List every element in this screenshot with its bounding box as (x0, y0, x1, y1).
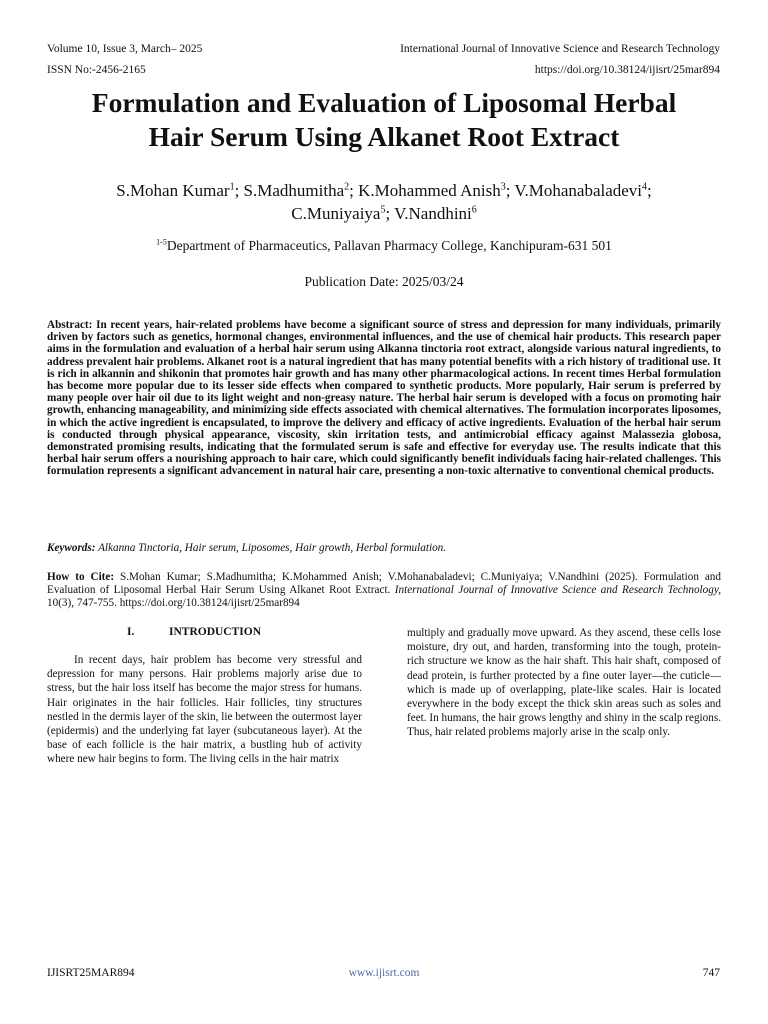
author-list (40, 179, 728, 225)
how-to-cite (47, 571, 721, 610)
publication-date: Publication Date: 2025/03/24 (304, 274, 464, 289)
abstract: Abstract: In recent years, hair-related problems have become a significant source of stress and depression for many individuals, primarily driven by factors such as genetics, hormonal changes, environmental influences, and the use of chemical hair products. This research paper aims in the formulation and evaluation of a herbal hair serum using Alkanna tinctoria root extract, alongside various natural ingredients, to address prevalent hair problems. Alkanet root is a natural ingredient that has many potential benefits with a rich history of traditional use. It is rich in alkannin and shikonin that promotes hair growth and has many other pharmacological actions. In recent times Herbal formulation has become more popular due to its lesser side effects when compared to synthetic products. More popularly, Hair serum is preferred by many people over hair oil due to its light weight and non-greasy nature. The herbal hair serum is developed with a focus on promoting hair growth, enhancing manageability, and minimizing side effects associated with chemical alternatives. The formulation incorporates liposomes, in which the active ingredient is encapsulated, to improve the delivery and efficacy of active ingredients. Evaluation of the herbal hair serum is conducted through physical appearance, viscosity, skin irritation tests, and antimicrobial efficacy against Malassezia globosa, demonstrated promising results, indicating that the formulated serum is safe and effective for everyday use. The results indicate that this herbal hair serum offers a nourishing approach to hair care, which could significantly benefit individuals facing hair-related challenges. This formulation represents a significant advancement in natural hair care, presenting a non-toxic alternative to conventional chemical products. (47, 319, 721, 478)
volume-issue: Volume 10, Issue 3, March– 2025 (47, 43, 203, 55)
author: C.Muniyaiya$^5$; (291, 204, 395, 223)
issn: ISSN No:-2456-2165 (47, 64, 146, 76)
author: S.Madhumitha$^2$; (243, 181, 359, 200)
keywords-label: Keywords: (47, 542, 96, 554)
author: V.Nandhini$^6$ (394, 204, 477, 223)
affiliation (40, 237, 728, 254)
citation-text: S.Mohan Kumar; S.Madhumitha; K.Mohammed Anish; V.Mohanabaladevi; C.Muniyaiya; V.Nandhini (2025). Formulation and Evaluation of Liposomal Herbal Hair Serum Using Alkanet Root Extract. (47, 571, 721, 596)
journal-name: International Journal of Innovative Science and Research Technology (400, 43, 720, 55)
affiliation-sup: 1-5 (156, 237, 167, 247)
footer-website-link[interactable]: www.ijisrt.com (348, 967, 420, 979)
section-number: I. (127, 626, 135, 638)
keywords (47, 542, 721, 555)
paper-title (30, 86, 738, 154)
title-line-1: Formulation and Evaluation of Liposomal Herbal (91, 87, 677, 118)
author: V.Mohanabaladevi$^4$; (514, 181, 652, 200)
citation-journal: International Journal of Innovative Science and Research Technology, (394, 584, 721, 596)
doi-link[interactable]: https://doi.org/10.38124/ijisrt/25mar894 (534, 64, 720, 76)
section-title: INTRODUCTION (169, 626, 262, 638)
body-column-right: multiply and gradually move upward. As they ascend, these cells lose moisture, dry out, and harden, transforming into the tough, protein-rich structure we know as the hair shaft. This hair shaft, composed of dead protein, is further protected by a fine outer layer—the cuticle—which is made up of overlapping, plate-like scales. Hair is located everywhere in the body except the thick skin areas such as soles and feet. In humans, the hair grows lengthy and shiny in the scalp regions. Thus, hair related problems majorly arise in the scalp only. (407, 627, 721, 739)
footer-page-number: 747 (702, 967, 720, 979)
how-to-cite-label: How to Cite: (47, 571, 115, 583)
body-column-left: In recent days, hair problem has become very stressful and depression for many persons. Hair problems majorly arise due to stress, but the hair loss itself has become the major stress for humans. Hair originates in the hair follicles. Hair follicles, tiny structures nestled in the dermis layer of the skin, lie between the outermost layer (epidermis) and the underlying fat layer (subcutaneous layer). At the base of each follicle is the hair matrix, a bustling hub of activity where new hair begins to form. The living cells in the hair matrix (47, 654, 362, 766)
footer-paper-id: IJISRT25MAR894 (47, 967, 135, 979)
affiliation-text: Department of Pharmaceutics, Pallavan Pharmacy College, Kanchipuram-631 501 (166, 238, 612, 253)
title-line-2: Hair Serum Using Alkanet Root Extract (148, 121, 620, 152)
author: K.Mohammed Anish$^3$; (358, 181, 515, 200)
citation-details: 10(3), 747-755. https://doi.org/10.38124/ijisrt/25mar894 (47, 597, 300, 609)
keywords-text: Alkanna Tinctoria, Hair serum, Liposomes, Hair growth, Herbal formulation. (95, 542, 447, 554)
author: S.Mohan Kumar$^1$; (116, 181, 244, 200)
